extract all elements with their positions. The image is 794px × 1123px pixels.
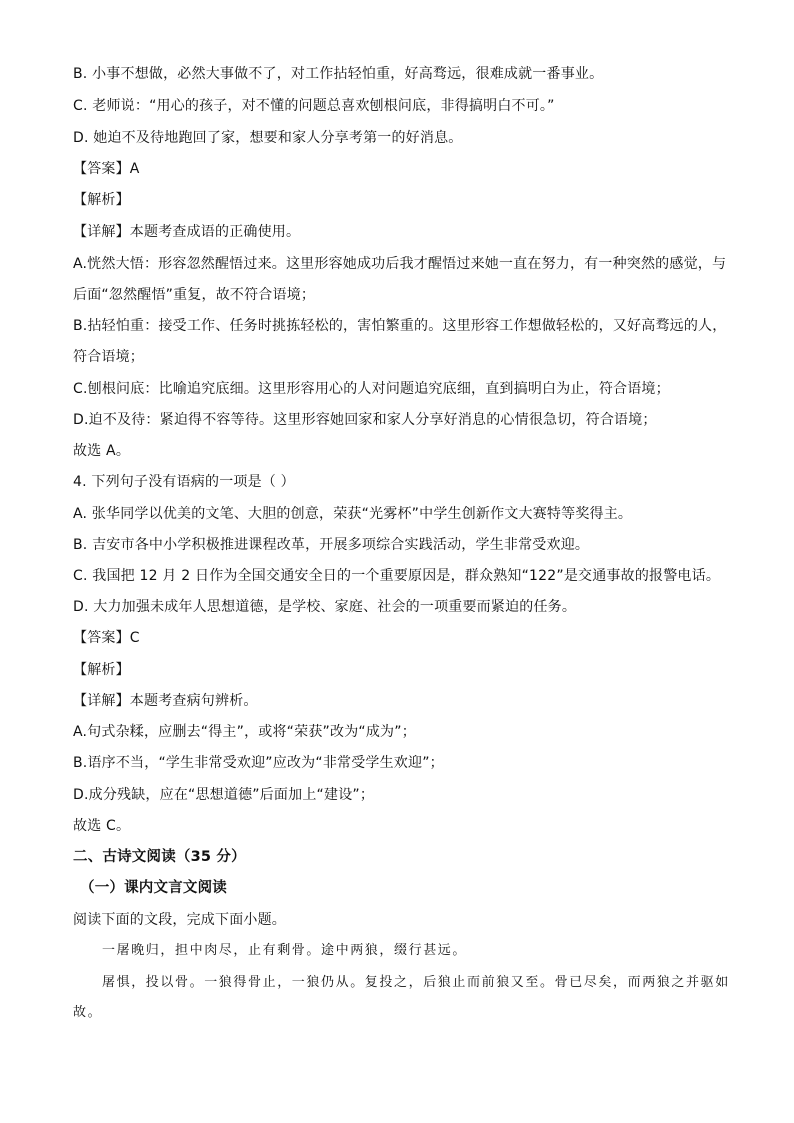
question-4-option-a: A. 张华同学以优美的文笔、大胆的创意，荣获“光雾杯”中学生创新作文大赛特等奖得主。 [73,506,633,522]
question-4-option-b: B. 吉安市各中小学积极推进课程改革，开展多项综合实践活动，学生非常受欢迎。 [73,537,590,553]
explanation-a-line-1: A.恍然大悟：形容忽然醒悟过来。这里形容她成功后我才醒悟过来她一直在努力，有一种突然的感觉，与 [73,256,727,272]
analysis-label: 【解析】 [73,192,130,208]
option-d-line: D. 她迫不及待地跑回了家，想要和家人分享考第一的好消息。 [73,130,463,146]
answer-label: 【答案】C [73,630,140,646]
explanation-b-line-2: 符合语境； [73,349,144,365]
explanation-a-line-2: 后面“忽然醒悟”重复，故不符合语境； [73,287,316,303]
conclusion-line: 故选 A。 [73,443,131,459]
explanation-d-line: D.成分残缺，应在“思想道德”后面加上“建设”； [73,787,375,803]
reading-instruction: 阅读下面的文段，完成下面小题。 [73,912,286,928]
question-4-stem: 4. 下列句子没有语病的一项是（ ） [73,474,295,490]
passage-line-2: 屠惧，投以骨。一狼得骨止，一狼仍从。复投之，后狼止而前狼又至。骨已尽矣，而两狼之并驱如 [102,975,730,990]
explanation-b-line-1: B.拈轻怕重：接受工作、任务时挑拣轻松的，害怕繁重的。这里形容工作想做轻松的，又好高骛远的人， [73,318,727,334]
detail-label: 【详解】本题考查成语的正确使用。 [73,224,301,240]
section-title: 二、古诗文阅读（35 分） [73,849,246,865]
explanation-d-line: D.迫不及待：紧迫得不容等待。这里形容她回家和家人分享好消息的心情很急切，符合语境； [73,412,657,428]
explanation-b-line: B.语序不当，“学生非常受欢迎”应改为“非常受学生欢迎”； [73,755,444,771]
conclusion-line: 故选 C。 [73,818,131,834]
option-b-line: B. 小事不想做，必然大事做不了，对工作拈轻怕重，好高骛远，很难成就一番事业。 [73,66,604,82]
passage-line-3: 故。 [73,1005,103,1020]
explanation-a-line: A.句式杂糅，应删去“得主”，或将“荣获”改为“成为”； [73,724,416,740]
passage-line-1: 一屠晚归，担中肉尽，止有剩骨。途中两狼，缀行甚远。 [102,943,468,958]
answer-label: 【答案】A [73,161,140,177]
subsection-title: （一）课内文言文阅读 [80,880,227,896]
option-c-line: C. 老师说：“用心的孩子，对不懂的问题总喜欢刨根问底，非得搞明白不可。” [73,98,555,114]
question-4-option-c: C. 我国把 12 月 2 日作为全国交通安全日的一个重要原因是，群众熟知“122”是交通事故的报警电话。 [73,568,721,584]
explanation-c-line: C.刨根问底：比喻追究底细。这里形容用心的人对问题追究底细，直到搞明白为止，符合语境； [73,381,670,397]
analysis-label: 【解析】 [73,662,130,678]
question-4-option-d: D. 大力加强未成年人思想道德，是学校、家庭、社会的一项重要而紧迫的任务。 [73,599,577,615]
detail-label: 【详解】本题考查病句辨析。 [73,693,258,709]
